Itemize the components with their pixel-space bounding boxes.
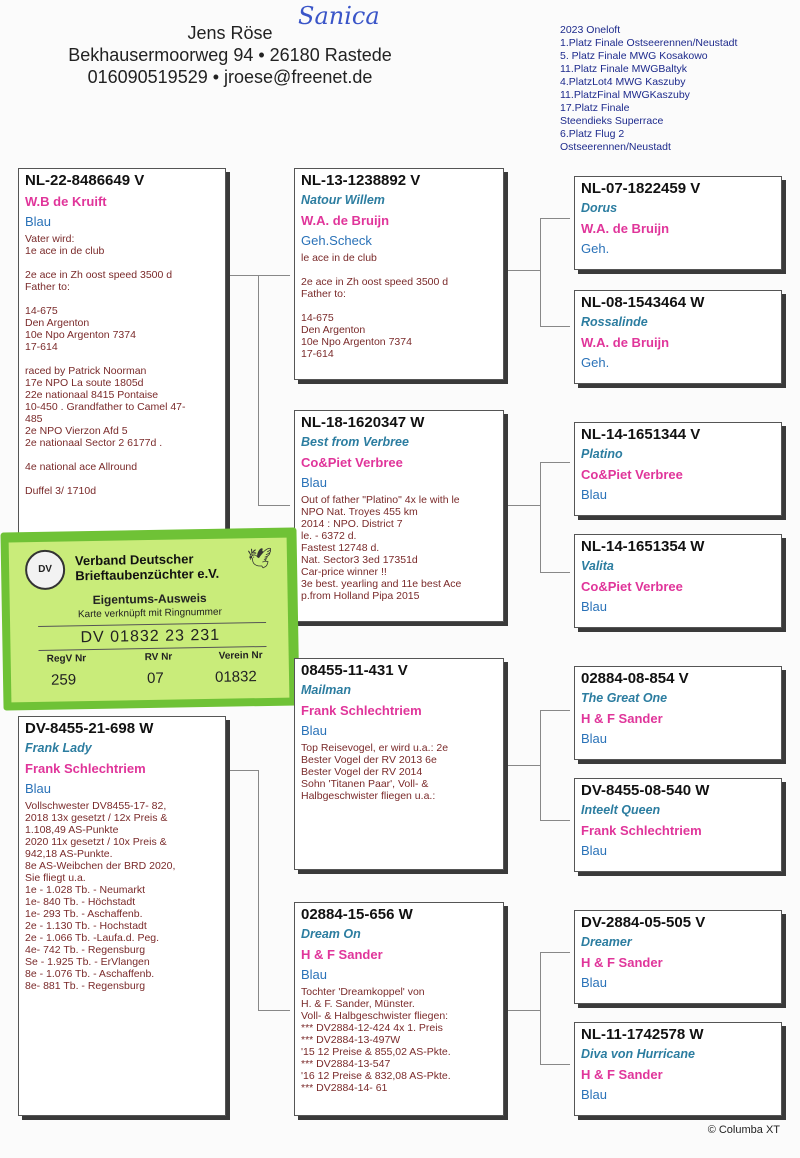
- pigeon-name: Dreamer: [581, 935, 632, 949]
- pigeon-icon: 🕊: [246, 547, 273, 571]
- note-line: Out of father "Platino" 4x le with le: [301, 494, 460, 506]
- note-line: 10e Npo Argenton 7374: [25, 329, 136, 341]
- note-line: [25, 293, 219, 305]
- note-line: 8e - 1.076 Tb. - Aschaffenb.: [25, 968, 155, 980]
- breeder-name: Frank Schlechtriem: [25, 761, 146, 776]
- pigeon-name: Natour Willem: [301, 193, 385, 207]
- owner-name: Jens Röse: [187, 23, 273, 43]
- ring-number: NL-14-1651354 W: [581, 538, 705, 555]
- note-line: [301, 300, 497, 312]
- breeder-name: Co&Piet Verbree: [581, 579, 683, 594]
- connector-line: [258, 505, 290, 506]
- note-line: 3e best. yearling and 11e best Ace: [301, 578, 462, 590]
- pedigree-card-sire-dam[interactable]: [294, 410, 504, 622]
- note-line: 2018 13x gesetzt / 12x Preis &: [25, 812, 168, 824]
- pedigree-card-dds[interactable]: [574, 910, 782, 1004]
- connector-line: [258, 770, 259, 1010]
- note-line: 14-675: [25, 305, 58, 317]
- note-line: 4e national ace Allround: [25, 461, 138, 473]
- note-line: '16 12 Preise & 832,08 AS-Pkte.: [301, 1070, 451, 1082]
- pigeon-notes: [301, 742, 497, 802]
- note-line: Voll- & Halbgeschwister fliegen:: [301, 1010, 449, 1022]
- vdb-ring-number: DV 01832 23 231: [80, 626, 221, 647]
- note-line: Nat. Sector3 3ed 17351d: [301, 554, 418, 566]
- breeder-name: Co&Piet Verbree: [581, 467, 683, 482]
- connector-line: [540, 218, 541, 326]
- pedigree-card-sire-sire[interactable]: [294, 168, 504, 380]
- pigeon-color: Blau: [581, 1087, 608, 1102]
- vdb-label: RV Nr: [144, 651, 173, 664]
- note-line: 942,18 AS-Punkte.: [25, 848, 113, 860]
- note-line: 2014 : NPO. District 7: [301, 518, 403, 530]
- pigeon-name: Inteelt Queen: [581, 803, 661, 817]
- pigeon-name: Dorus: [581, 201, 618, 215]
- pedigree-card-dam[interactable]: [18, 716, 226, 1116]
- pigeon-notes: [301, 494, 497, 602]
- connector-line: [506, 505, 540, 506]
- note-line: 1e- 840 Tb. - Höchstadt: [25, 896, 136, 908]
- note-line: 485: [25, 413, 43, 425]
- breeder-name: Co&Piet Verbree: [301, 455, 403, 470]
- connector-line: [540, 462, 541, 572]
- connector-line: [540, 326, 570, 327]
- connector-line: [540, 710, 541, 820]
- note-line: Father to:: [301, 288, 346, 300]
- result-item: Ostseerennen/Neustadt: [560, 141, 671, 153]
- pedigree-card-sdd[interactable]: [574, 534, 782, 628]
- note-line: H. & F. Sander, Münster.: [301, 998, 415, 1010]
- note-line: Vater wird:: [25, 233, 75, 245]
- ring-number: DV-8455-21-698 W: [25, 720, 154, 737]
- breeder-name: W.B de Kruift: [25, 194, 107, 209]
- note-line: 8e AS-Weibchen der BRD 2020,: [25, 860, 176, 872]
- pigeon-notes: [25, 233, 219, 497]
- note-line: [301, 264, 497, 276]
- vdb-label: RegV Nr: [46, 653, 87, 665]
- vdb-value: 01832: [214, 668, 257, 686]
- pigeon-name: Best from Verbree: [301, 435, 409, 449]
- breeder-name: H & F Sander: [581, 955, 663, 970]
- note-line: Tochter 'Dreamkoppel' von: [301, 986, 425, 998]
- note-line: Father to:: [25, 281, 70, 293]
- vdb-logo: DV: [25, 549, 66, 590]
- note-line: *** DV2884-13-497W: [301, 1034, 401, 1046]
- pigeon-notes: [25, 800, 219, 992]
- note-line: Sie fliegt u.a.: [25, 872, 86, 884]
- ring-number: DV-8455-08-540 W: [581, 782, 710, 799]
- ring-number: NL-13-1238892 V: [301, 172, 421, 189]
- note-line: 17-614: [301, 348, 334, 360]
- pigeon-color: Geh.: [581, 355, 610, 370]
- note-line: 14-675: [301, 312, 334, 324]
- note-line: [25, 257, 219, 269]
- pigeon-color: Blau: [301, 967, 328, 982]
- result-item: 11.Platz Finale MWGBaltyk: [560, 63, 688, 75]
- connector-line: [540, 710, 570, 711]
- note-line: 2e ace in Zh oost speed 3500 d: [301, 276, 449, 288]
- owner-block: [0, 22, 460, 88]
- ring-number: 08455-11-431 V: [301, 662, 408, 679]
- note-line: 1e ace in de club: [25, 245, 105, 257]
- result-item: 5. Platz Finale MWG Kosakowo: [560, 50, 708, 62]
- vdb-title: [75, 551, 220, 584]
- connector-line: [226, 770, 258, 771]
- pedigree-card-dam-dam[interactable]: [294, 902, 504, 1116]
- note-line: *** DV2884-14- 61: [301, 1082, 388, 1094]
- note-line: Halbgeschwister fliegen u.a.:: [301, 790, 436, 802]
- connector-line: [506, 270, 540, 271]
- connector-line: [506, 1010, 540, 1011]
- pedigree-card-ssd[interactable]: [574, 290, 782, 384]
- result-item: 17.Platz Finale: [560, 102, 630, 114]
- note-line: Bester Vogel der RV 2013 6e: [301, 754, 437, 766]
- ring-number: NL-22-8486649 V: [25, 172, 145, 189]
- pigeon-color: Geh.Scheck: [301, 233, 372, 248]
- result-item: 6.Platz Flug 2: [560, 128, 625, 140]
- result-item: 4.PlatzLot4 MWG Kaszuby: [560, 76, 686, 88]
- note-line: 1e- 293 Tb. - Aschaffenb.: [25, 908, 143, 920]
- pedigree-card-dss[interactable]: [574, 666, 782, 760]
- pigeon-color: Blau: [301, 723, 328, 738]
- connector-line: [540, 218, 570, 219]
- vdb-label: Verein Nr: [218, 650, 263, 662]
- pigeon-name: Frank Lady: [25, 741, 92, 755]
- note-line: le. - 6372 d.: [301, 530, 357, 542]
- pigeon-name: Platino: [581, 447, 623, 461]
- ring-number: 02884-15-656 W: [301, 906, 413, 923]
- breeder-name: Frank Schlechtriem: [581, 823, 702, 838]
- pedigree-card-sss[interactable]: [574, 176, 782, 270]
- pigeon-color: Geh.: [581, 241, 610, 256]
- breeder-name: W.A. de Bruijn: [301, 213, 390, 228]
- pigeon-name: Rossalinde: [581, 315, 648, 329]
- vdb-heading: Eigentums-Ausweis: [92, 591, 207, 607]
- breeder-name: Frank Schlechtriem: [301, 703, 422, 718]
- vdb-title-line: Brieftaubenzüchter e.V.: [75, 565, 220, 584]
- result-item: 11.PlatzFinal MWGKaszuby: [560, 89, 690, 101]
- copyright: © Columba XT: [707, 1124, 780, 1136]
- pedigree-card-sire[interactable]: [18, 168, 226, 568]
- pigeon-notes: [301, 986, 497, 1094]
- owner-contact: 016090519529 • jroese@freenet.de: [87, 67, 373, 87]
- note-line: Top Reisevogel, er wird u.a.: 2e: [301, 742, 449, 754]
- connector-line: [540, 572, 570, 573]
- pedigree-card-dam-sire[interactable]: [294, 658, 504, 870]
- connector-line: [258, 275, 259, 505]
- note-line: *** DV2884-13-547: [301, 1058, 391, 1070]
- pigeon-color: Blau: [581, 975, 608, 990]
- note-line: [25, 353, 219, 365]
- pigeon-name: Dream On: [301, 927, 361, 941]
- ring-number: NL-18-1620347 W: [301, 414, 425, 431]
- ring-number: NL-07-1822459 V: [581, 180, 701, 197]
- connector-line: [540, 952, 541, 1064]
- note-line: NPO Nat. Troyes 455 km: [301, 506, 418, 518]
- note-line: 8e- 881 Tb. - Regensburg: [25, 980, 146, 992]
- note-line: 2e - 1.130 Tb. - Hochstadt: [25, 920, 147, 932]
- note-line: 10-450 . Grandfather to Camel 47-: [25, 401, 186, 413]
- pigeon-color: Blau: [581, 599, 608, 614]
- note-line: 2e ace in Zh oost speed 3500 d: [25, 269, 173, 281]
- note-line: 22e nationaal 8415 Pontaise: [25, 389, 159, 401]
- note-line: Car-price winner !!: [301, 566, 387, 578]
- note-line: Fastest 12748 d.: [301, 542, 380, 554]
- note-line: Den Argenton: [301, 324, 366, 336]
- pigeon-color: Blau: [581, 731, 608, 746]
- pigeon-color: Blau: [301, 475, 328, 490]
- pedigree-card-dsd[interactable]: [574, 778, 782, 872]
- note-line: 4e- 742 Tb. - Regensburg: [25, 944, 146, 956]
- ownership-card: [0, 527, 299, 710]
- ring-number: NL-14-1651344 V: [581, 426, 701, 443]
- note-line: Den Argenton: [25, 317, 90, 329]
- vdb-subheading: Karte verknüpft mit Ringnummer: [77, 606, 222, 621]
- pigeon-color: Blau: [25, 214, 52, 229]
- vdb-title-line: Verband Deutscher: [74, 551, 194, 569]
- note-line: 1.108,49 AS-Punkte: [25, 824, 119, 836]
- note-line: Sohn 'Titanen Paar', Voll- &: [301, 778, 429, 790]
- pigeon-notes: [301, 252, 497, 360]
- connector-line: [540, 462, 570, 463]
- pigeon-name: Valita: [581, 559, 614, 573]
- result-item: 2023 Oneloft: [560, 24, 621, 36]
- breeder-name: H & F Sander: [581, 1067, 663, 1082]
- connector-line: [506, 765, 540, 766]
- connector-line: [540, 820, 570, 821]
- vdb-value: 07: [146, 669, 164, 688]
- vdb-value: 259: [50, 671, 77, 689]
- note-line: '15 12 Preise & 855,02 AS-Pkte.: [301, 1046, 451, 1058]
- note-line: 17-614: [25, 341, 58, 353]
- note-line: Vollschwester DV8455-17- 82,: [25, 800, 167, 812]
- ring-number: DV-2884-05-505 V: [581, 914, 706, 931]
- note-line: 10e Npo Argenton 7374: [301, 336, 412, 348]
- signature: Sanica: [298, 2, 380, 30]
- connector-line: [540, 952, 570, 953]
- connector-line: [258, 1010, 290, 1011]
- connector-line: [540, 1064, 570, 1065]
- result-item: Steendieks Superrace: [560, 115, 664, 127]
- note-line: 1e - 1.028 Tb. - Neumarkt: [25, 884, 146, 896]
- note-line: 17e NPO La soute 1805d: [25, 377, 144, 389]
- note-line: Se - 1.925 Tb. - ErVlangen: [25, 956, 150, 968]
- note-line: p.from Holland Pipa 2015: [301, 590, 420, 602]
- ring-number: 02884-08-854 V: [581, 670, 689, 687]
- note-line: 2e - 1.066 Tb. -Laufa.d. Peg.: [25, 932, 160, 944]
- results-list: [560, 24, 790, 154]
- note-line: raced by Patrick Noorman: [25, 365, 147, 377]
- pedigree-card-sds[interactable]: [574, 422, 782, 516]
- note-line: Duffel 3/ 1710d: [25, 485, 97, 497]
- pigeon-color: Blau: [581, 487, 608, 502]
- result-item: 1.Platz Finale Ostseerennen/Neustadt: [560, 37, 738, 49]
- ring-number: NL-11-1742578 W: [581, 1026, 704, 1043]
- note-line: Bester Vogel der RV 2014: [301, 766, 423, 778]
- pigeon-color: Blau: [25, 781, 52, 796]
- note-line: [25, 473, 219, 485]
- note-line: 2020 11x gesetzt / 10x Preis &: [25, 836, 167, 848]
- pigeon-color: Blau: [581, 843, 608, 858]
- note-line: *** DV2884-12-424 4x 1. Preis: [301, 1022, 443, 1034]
- pigeon-name: Mailman: [301, 683, 352, 697]
- note-line: 2e NPO Vierzon Afd 5: [25, 425, 128, 437]
- pigeon-name: The Great One: [581, 691, 668, 705]
- breeder-name: H & F Sander: [301, 947, 383, 962]
- pigeon-name: Diva von Hurricane: [581, 1047, 695, 1061]
- breeder-name: W.A. de Bruijn: [581, 335, 670, 350]
- note-line: le ace in de club: [301, 252, 377, 264]
- owner-address: Bekhausermoorweg 94 • 26180 Rastede: [68, 45, 392, 65]
- note-line: 2e nationaal Sector 2 6177d .: [25, 437, 163, 449]
- pedigree-card-ddd[interactable]: [574, 1022, 782, 1116]
- breeder-name: H & F Sander: [581, 711, 663, 726]
- note-line: [25, 449, 219, 461]
- ring-number: NL-08-1543464 W: [581, 294, 705, 311]
- breeder-name: W.A. de Bruijn: [581, 221, 670, 236]
